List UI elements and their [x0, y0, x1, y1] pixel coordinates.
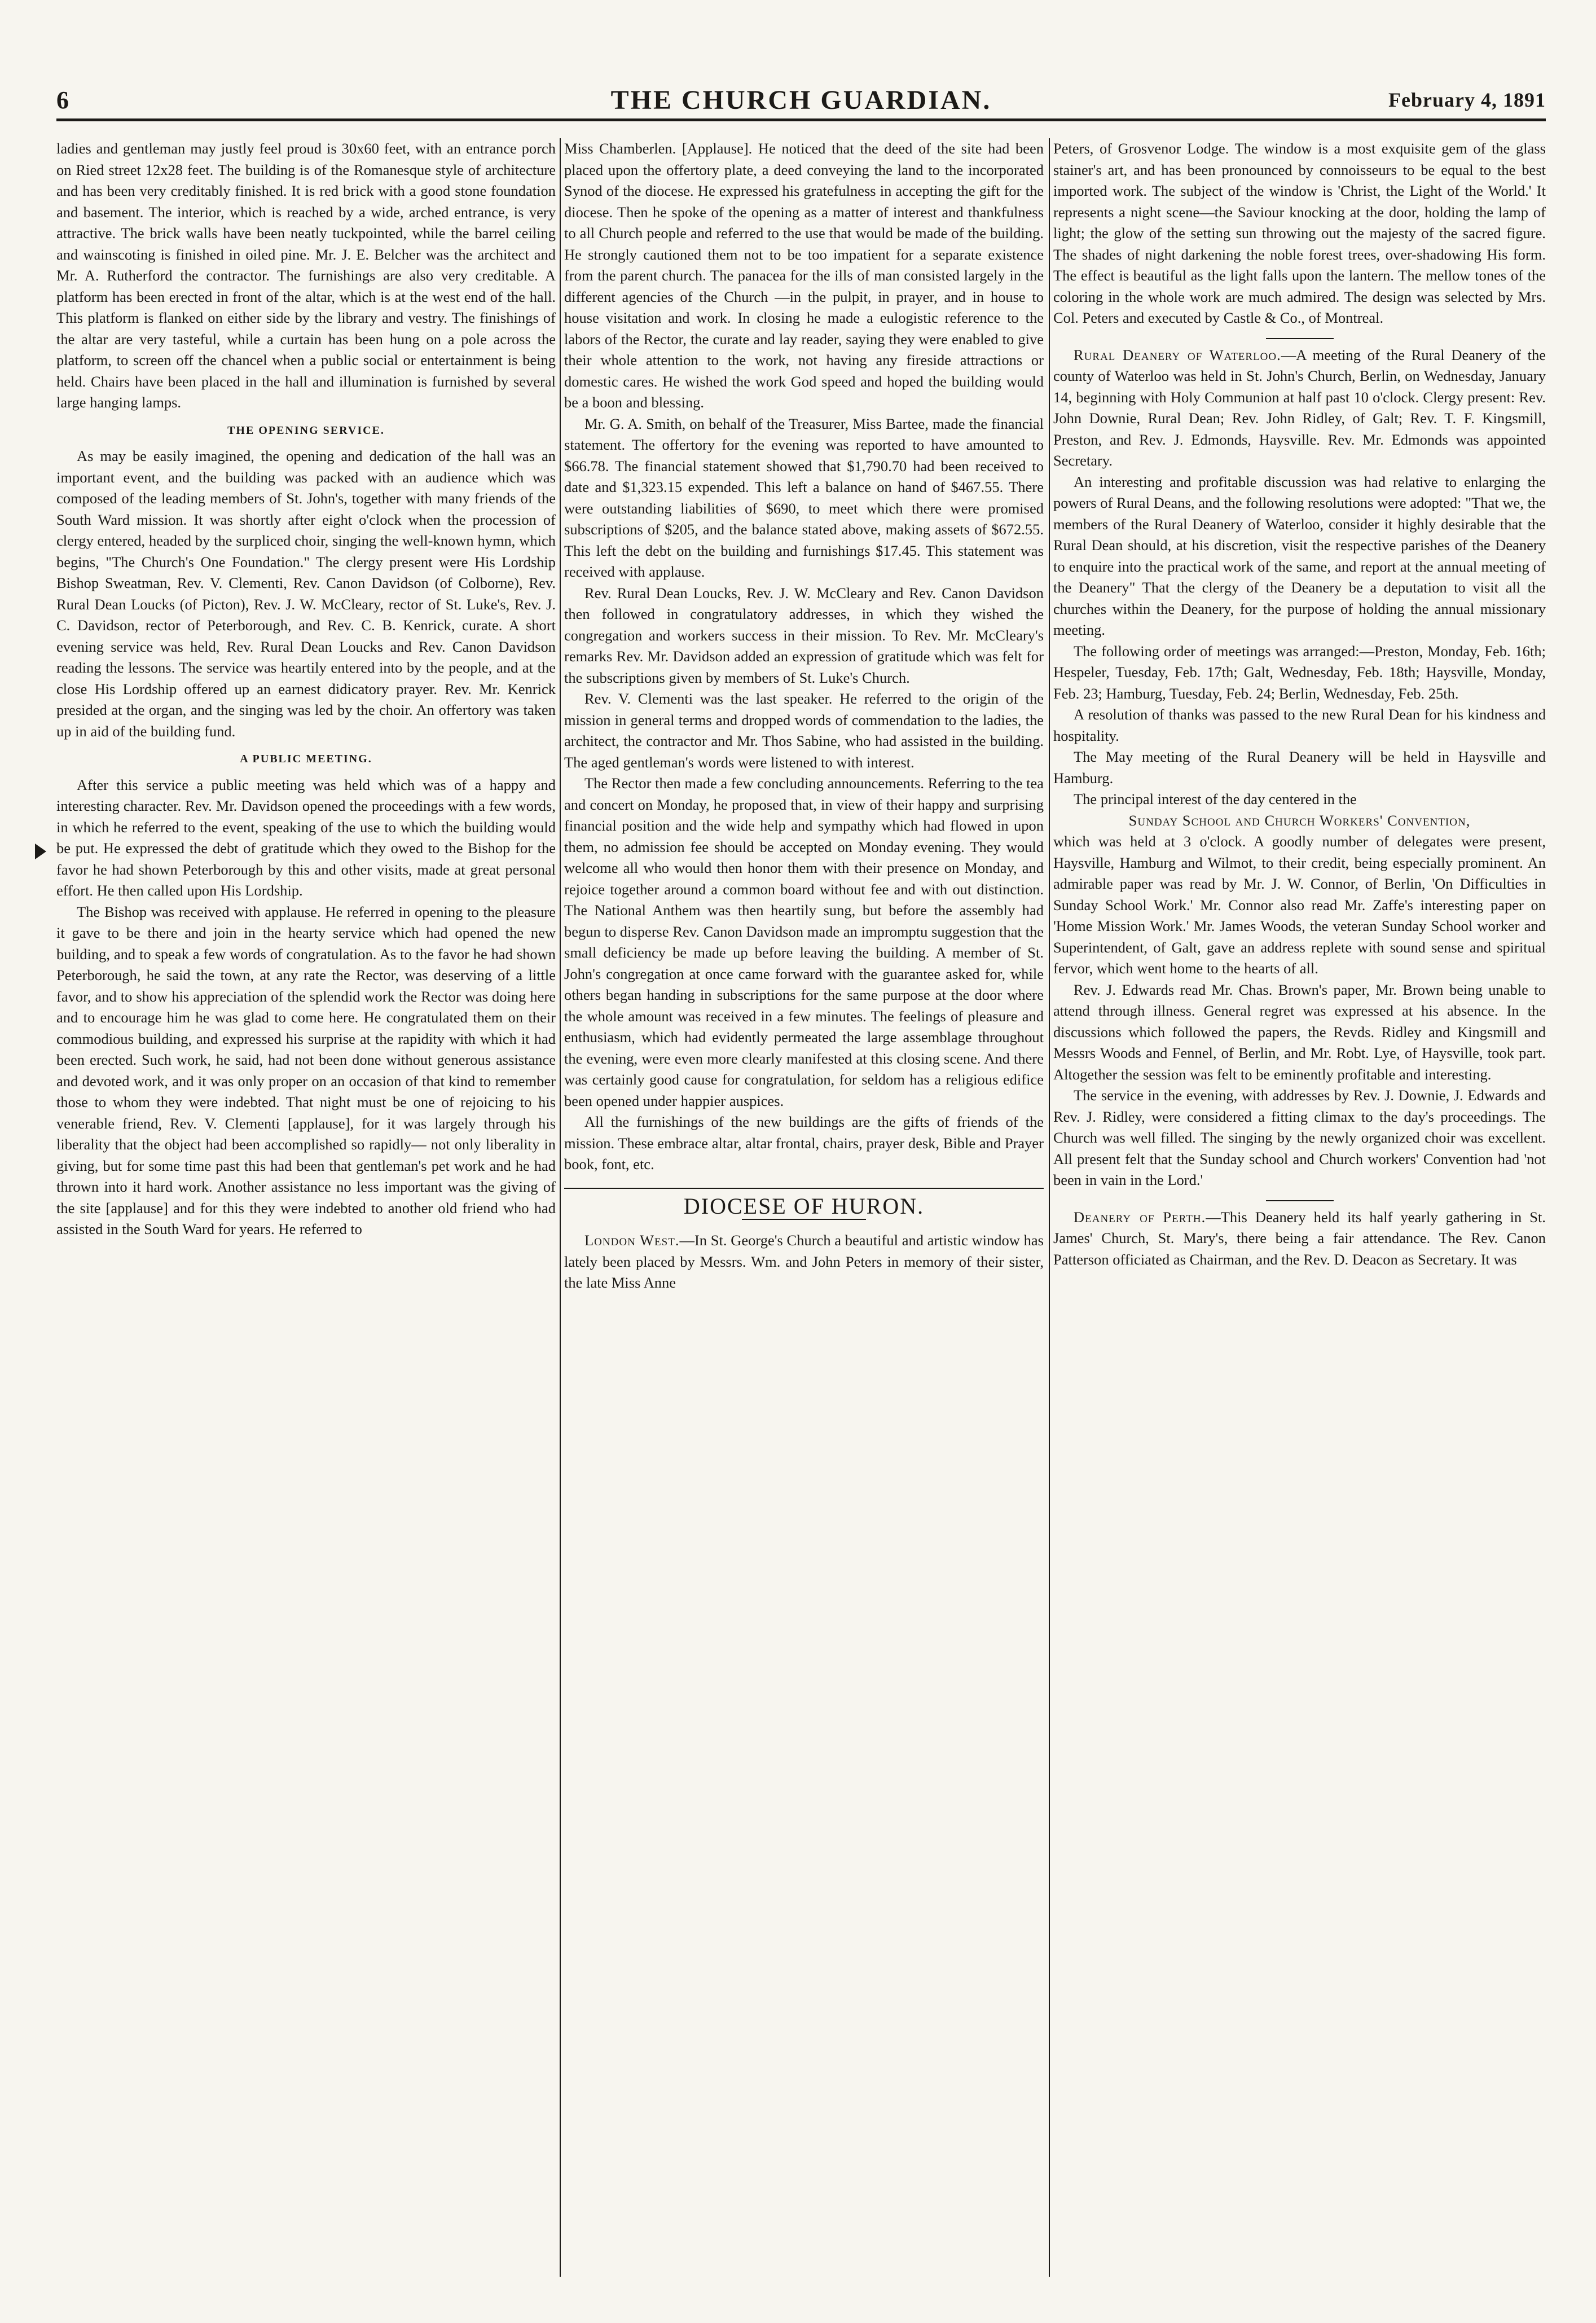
margin-pointer-icon — [35, 844, 46, 859]
paragraph — [1053, 1207, 1546, 1271]
paragraph: Mr. G. A. Smith, on behalf of the Treasurer, Miss Bartee, made the financial statement. The offertory for the evening was reported to have amounted to $66.78. The financial statement showed that $1,790.70 had been received to date and $1,323.15 expended. This left a balance on hand of $467.55. There were outstanding liabilities of $690, to meet which there were promised subscriptions of $205, and the balance stated above, making assets of $672.55. This left the debt on the building and furnishings $17.45. This statement was received with applause. — [564, 415, 1044, 580]
column-3 — [1053, 138, 1546, 2282]
paragraph-text: —A meeting of the Rural Deanery of the county of Waterloo was held in St. John's Church, Berlin, on Wednesday, January 14, beginning with Holy Communion at half past 10 o'clock. Clergy present: Rev. John Downie, Rural Dean; Rev. John Ridley, of Galt; Rev. T. F. Kingsmill, Preston, and Rev. J. Edmonds, Haysville. Rev. Mr. Edmonds was appointed Secretary. — [1053, 346, 1546, 469]
divider — [1266, 338, 1334, 339]
inline-heading: Sunday School and Church Workers' Convention, — [1128, 811, 1471, 829]
subheading: A PUBLIC MEETING. — [240, 753, 372, 765]
column-rule — [1049, 138, 1050, 2277]
paragraph: An interesting and profitable discussion was had relative to enlarging the powers of Rural Deans, and the following resolutions were adopted: "That we, the members of the Rural Deanery of Waterloo, consider it highly desirable that the Rural Dean should, at his discretion, visit the respective parishes of the Deanery to enquire into the practical work of the same, and report at the annual meeting of the Deanery" That the clergy of the Deanery be a deputation to visit all the churches within the Deanery, for the purpose of holding the annual missionary meeting. — [1053, 473, 1546, 638]
column-rule — [560, 138, 561, 2277]
masthead-title: THE CHURCH GUARDIAN. — [610, 85, 992, 115]
paragraph: A resolution of thanks was passed to the new Rural Dean for his kindness and hospitality. — [1053, 706, 1546, 744]
paragraph-text: —This Deanery held its half yearly gathering in St. James' Church, St. Mary's, there being a fair attendance. The Rev. Canon Patterson officiated as Chairman, and the Rev. D. Deacon as Secretary. It was — [1053, 1208, 1546, 1268]
paragraph: ladies and gentleman may justly feel proud is 30x60 feet, with an entrance porch on Ried street 12x28 feet. The building is of the Romanesque style of architecture and has been very creditably finished. It is red brick with a good stone foundation and basement. The interior, which is reached by a wide, arched entrance, is very attractive. The brick walls have been neatly tuckpointed, while the barrel ceiling and wainscoting is finished in oiled pine. Mr. J. E. Belcher was the architect and Mr. A. Rutherford the contractor. The furnishings are also very creditable. A platform has been erected in front of the altar, which is at the west end of the hall. This platform is flanked on either side by the library and vestry. The finishings of the altar are very tasteful, while a curtain has been hung on a pole across the platform, to screen off the chancel when a public social or entertainment is being held. Chairs have been placed in the hall and illumination is furnished by several large hanging lamps. — [56, 140, 556, 411]
paragraph: The principal interest of the day centered in the — [1074, 791, 1357, 807]
paragraph: which was held at 3 o'clock. A goodly number of delegates were present, Haysville, Hamburg and Wilmot, to their credit, being especially prominent. An admirable paper was read by Mr. J. W. Connor, of Berlin, 'On Difficulties in Sunday School Work.' Mr. Connor also read Mr. Zaffe's interesting paper on 'Home Mission Work.' Mr. James Woods, the veteran Sunday School worker and Superintendent, of Galt, gave an address replete with sound sense and spiritual fervor, which went home to the hearts of all. — [1053, 833, 1546, 977]
paragraph: Peters, of Grosvenor Lodge. The window is a most exquisite gem of the glass stainer's art, and has been pronounced by connoisseurs to be equal to the best imported work. The subject of the window is 'Christ, the Light of the World.' It represents a night scene—the Saviour knocking at the door, holding the lamp of light; the glow of the setting sun throwing out the majesty of the sacred figure. The shades of night darkening the noble forest trees, over-shadowing His form. The effect is beautiful as the light falls upon the lantern. The mellow tones of the coloring in the whole work are much admired. The design was selected by Mrs. Col. Peters and executed by Castle & Co., of Montreal. — [1053, 140, 1546, 326]
paragraph-text: —In St. George's Church a beautiful and artistic window has lately been placed by Messrs. Wm. and John Peters in memory of their sister, the late Miss Anne — [564, 1232, 1044, 1291]
paragraph-lead: Deanery of Perth. — [1074, 1208, 1206, 1226]
issue-date: February 4, 1891 — [1388, 89, 1546, 111]
section-rule — [742, 1219, 866, 1220]
paragraph: The May meeting of the Rural Deanery will be held in Haysville and Hamburg. — [1053, 748, 1546, 787]
section-heading: DIOCESE OF HURON. — [564, 1188, 1044, 1217]
column-1 — [56, 138, 556, 2282]
paragraph: Rev. Rural Dean Loucks, Rev. J. W. McCleary and Rev. Canon Davidson then followed in congratulatory addresses, in which they wished the congregation and workers success in their mission. To Rev. Mr. McCleary's remarks Rev. Mr. Davidson added an expression of gratitude which was felt for the subscriptions given by members of St. Luke's Church. — [564, 584, 1044, 686]
paragraph: The service in the evening, with addresses by Rev. J. Downie, J. Edwards and Rev. J. Ridley, were considered a fitting climax to the day's proceedings. The Church was well filled. The singing by the newly organized choir was excellent. All present felt that the Sunday school and Church workers' Convention had 'not been in vain in the Lord.' — [1053, 1087, 1546, 1188]
paragraph: Miss Chamberlen. [Applause]. He noticed that the deed of the site had been placed upon the offertory plate, a deed conveying the land to the incorporated Synod of the diocese. He expressed his gratefulness in accepting the gift for the diocese. Then he spoke of the opening as a matter of interest and thankfulness to all Church people and referred to the use that would be made of the building. He strongly cautioned them not to be too impatient for a separate existence from the parent church. The panacea for the ills of man consisted largely in the different agencies of the Church —in the pulpit, in prayer, and in house to house visitation and work. In closing he made a eulogistic reference to the labors of the Rector, the curate and lay reader, saying they were enabled to give their whole attention to the work, not having any fireside attractions or domestic cares. He wished the work God speed and hoped the building would be a boon and blessing. — [564, 140, 1044, 411]
divider — [1266, 1200, 1334, 1201]
subheading: THE OPENING SERVICE. — [227, 424, 385, 437]
page-header — [56, 85, 1546, 121]
paragraph: Rev. J. Edwards read Mr. Chas. Brown's paper, Mr. Brown being unable to attend through illness. General regret was expressed at his absence. In the discussions which followed the papers, the Revds. Ridley and Kingsmill and Messrs Woods and Fennel, of Berlin, and Mr. Robt. Lye, of Haysville, took part. Altogether the session was felt to be eminently profitable and interesting. — [1053, 981, 1546, 1083]
paragraph: The following order of meetings was arranged:—Preston, Monday, Feb. 16th; Hespeler, Tuesday, Feb. 17th; Galt, Wednesday, Feb. 18th; Haysville, Monday, Feb. 23; Hamburg, Tuesday, Feb. 24; Berlin, Wednesday, Feb. 25th. — [1053, 642, 1546, 702]
paragraph: The Rector then made a few concluding announcements. Referring to the tea and concert on Monday, he proposed that, in view of their happy and surprising financial position and the wide help and sympathy which had flowed in upon them, no admission fee should be accepted on Monday evening. They would welcome all who would then honor them with their presence on Monday, and rejoice together around a common board without fee and with out distinction. The National Anthem was then heartily sung, but before the assembly had begun to disperse Rev. Canon Davidson made an impromptu suggestion that the small deficiency be made up before leaving the building. A member of St. John's congregation at once came forward with the guarantee asked for, while others began handing in subscriptions for the same purpose at the door where the whole amount was received in a few minutes. The feelings of pleasure and enthusiasm, which had evidently permeated the large assemblage throughout the evening, were even more clearly manifested at this closing scene. And there was certainly good cause for congratulation, for seldom has a religious edifice been opened under happier auspices. — [564, 775, 1044, 1109]
paragraph: As may be easily imagined, the opening and dedication of the hall was an important event, and the building was packed with an audience which was composed of the leading members of St. John's, together with many friends of the South Ward mission. It was shortly after eight o'clock when the procession of clergy entered, headed by the surpliced choir, singing the well-known hymn, which begins, "The Church's One Foundation." The clergy present were His Lordship Bishop Sweatman, Rev. V. Clementi, Rev. Canon Davidson (of Colborne), Rev. Rural Dean Loucks (of Picton), Rev. J. W. McCleary, rector of St. Luke's, Rev. J. C. Davidson, rector of Peterborough, and Rev. C. B. Kenrick, curate. A short evening service was held, Rev. Rural Dean Loucks and Rev. Canon Davidson reading the lessons. The service was heartily entered into by the people, and at the close His Lordship offered up an earnest didicatory prayer. Rev. Mr. Kenrick presided at the organ, and the singing was led by the choir. An offertory was taken up in aid of the building fund. — [56, 447, 556, 740]
paragraph — [1053, 345, 1546, 472]
page-number: 6 — [56, 86, 69, 114]
paragraph: After this service a public meeting was held which was of a happy and interesting character. Rev. Mr. Davidson opened the proceedings with a few words, in which he referred to the event, speaking of the use to which the building would be put. He expressed the debt of gratitude which they owed to the Bishop for the favor he had shown Peterborough by this and other visits, made at great personal effort. He then called upon His Lordship. — [56, 776, 556, 899]
paragraph-lead: London West. — [584, 1232, 680, 1249]
paragraph: The Bishop was received with applause. He referred in opening to the pleasure it gave to be there and join in the hearty service which had opened the new building, and to speak a few words of congratulation. As to the favor he had shown Peterborough, he said the town, at any rate the Rector, was deserving of a little favor, and to show his appreciation of the splendid work the Rector was doing here and to encourage him he was glad to come here. He congratulated them on their commodious building, and expressed his surprise at the rapidity with which it had been erected. Such work, he said, had not been done without generous assistance and devoted work, and it was only proper on an occasion of that kind to remember those to whom they were indebted. That night must be one of rejoicing to his venerable friend, Rev. V. Clementi [applause], for it was largely through his liberality that the object had been accomplished so rapidly— not only liberality in giving, but for some time past this had been that gentleman's pet work and he had thrown into it hard work. Another assistance no less important was the giving of the site [applause] and for this they were indebted to another old friend who had assisted in the South Ward for years. He referred to — [56, 903, 556, 1237]
paragraph: Rev. V. Clementi was the last speaker. He referred to the origin of the mission in general terms and dropped words of commendation to the ladies, the architect, the contractor and Mr. Thos Sabine, who had assisted in the building. The aged gentleman's words were listened to with interest. — [564, 690, 1044, 771]
paragraph-lead: Rural Deanery of Waterloo. — [1074, 346, 1281, 363]
paragraph: All the furnishings of the new buildings are the gifts of friends of the mission. These embrace altar, altar frontal, chairs, prayer desk, Bible and Prayer book, font, etc. — [564, 1113, 1044, 1173]
column-2 — [564, 138, 1044, 2282]
paragraph — [564, 1230, 1044, 1294]
